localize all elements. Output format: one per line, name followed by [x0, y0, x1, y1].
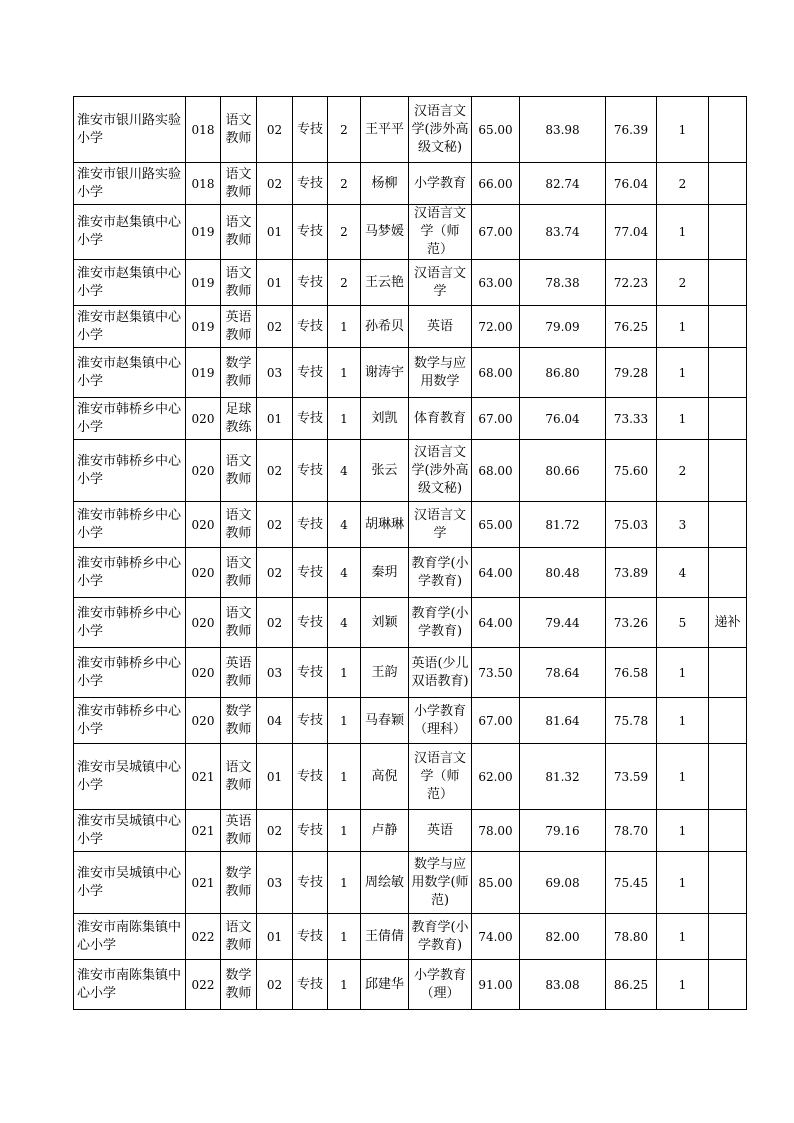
interview-score-cell: 78.64 — [520, 648, 606, 698]
subject-cell: 语文教师 — [221, 548, 257, 598]
note-cell — [709, 648, 747, 698]
school-code-cell: 020 — [186, 548, 221, 598]
school-code-cell: 020 — [186, 440, 221, 502]
post-code-cell: 01 — [257, 260, 293, 306]
category-cell: 专技 — [293, 260, 328, 306]
subject-cell: 语文教师 — [221, 163, 257, 205]
school-cell: 淮安市韩桥乡中心小学 — [74, 502, 186, 548]
total-score-cell: 72.23 — [606, 260, 657, 306]
total-score-cell: 75.60 — [606, 440, 657, 502]
quota-cell: 4 — [328, 502, 361, 548]
quota-cell: 1 — [328, 810, 361, 852]
table-row — [74, 960, 747, 1010]
school-cell: 淮安市韩桥乡中心小学 — [74, 548, 186, 598]
name-cell: 卢静 — [361, 810, 409, 852]
interview-score-cell: 76.04 — [520, 398, 606, 440]
school-code-cell: 020 — [186, 502, 221, 548]
note-cell — [709, 260, 747, 306]
total-score-cell: 73.26 — [606, 598, 657, 648]
school-code-cell: 019 — [186, 306, 221, 348]
name-cell: 王韵 — [361, 648, 409, 698]
interview-score-cell: 83.74 — [520, 205, 606, 260]
post-code-cell: 02 — [257, 440, 293, 502]
written-score-cell: 63.00 — [472, 260, 520, 306]
interview-score-cell: 83.08 — [520, 960, 606, 1010]
note-cell — [709, 914, 747, 960]
note-cell — [709, 398, 747, 440]
post-code-cell: 01 — [257, 398, 293, 440]
school-code-cell: 022 — [186, 960, 221, 1010]
table-row — [74, 548, 747, 598]
rank-cell: 1 — [657, 810, 709, 852]
subject-cell: 足球教练 — [221, 398, 257, 440]
major-cell: 汉语言文学 — [409, 260, 472, 306]
post-code-cell: 02 — [257, 548, 293, 598]
name-cell: 王云艳 — [361, 260, 409, 306]
written-score-cell: 78.00 — [472, 810, 520, 852]
category-cell: 专技 — [293, 598, 328, 648]
total-score-cell: 75.45 — [606, 852, 657, 914]
quota-cell: 1 — [328, 914, 361, 960]
interview-score-cell: 80.48 — [520, 548, 606, 598]
post-code-cell: 03 — [257, 648, 293, 698]
post-code-cell: 02 — [257, 810, 293, 852]
school-code-cell: 021 — [186, 852, 221, 914]
name-cell: 秦玥 — [361, 548, 409, 598]
category-cell: 专技 — [293, 163, 328, 205]
major-cell: 汉语言文学(涉外高级文秘) — [409, 97, 472, 163]
major-cell: 教育学(小学教育) — [409, 914, 472, 960]
quota-cell: 4 — [328, 440, 361, 502]
note-cell — [709, 810, 747, 852]
subject-cell: 语文教师 — [221, 914, 257, 960]
post-code-cell: 02 — [257, 960, 293, 1010]
total-score-cell: 75.78 — [606, 698, 657, 744]
results-body — [74, 97, 747, 1010]
table-row — [74, 205, 747, 260]
major-cell: 英语 — [409, 810, 472, 852]
subject-cell: 英语教师 — [221, 306, 257, 348]
note-cell: 递补 — [709, 598, 747, 648]
school-cell: 淮安市赵集镇中心小学 — [74, 205, 186, 260]
name-cell: 邱建华 — [361, 960, 409, 1010]
name-cell: 谢涛宇 — [361, 348, 409, 398]
total-score-cell: 78.80 — [606, 914, 657, 960]
interview-score-cell: 83.98 — [520, 97, 606, 163]
major-cell: 体育教育 — [409, 398, 472, 440]
total-score-cell: 76.25 — [606, 306, 657, 348]
post-code-cell: 02 — [257, 502, 293, 548]
post-code-cell: 01 — [257, 914, 293, 960]
table-row — [74, 306, 747, 348]
quota-cell: 1 — [328, 852, 361, 914]
school-code-cell: 019 — [186, 348, 221, 398]
rank-cell: 1 — [657, 744, 709, 810]
school-cell: 淮安市韩桥乡中心小学 — [74, 440, 186, 502]
school-cell: 淮安市韩桥乡中心小学 — [74, 698, 186, 744]
category-cell: 专技 — [293, 398, 328, 440]
subject-cell: 英语教师 — [221, 810, 257, 852]
category-cell: 专技 — [293, 97, 328, 163]
category-cell: 专技 — [293, 648, 328, 698]
category-cell: 专技 — [293, 852, 328, 914]
rank-cell: 1 — [657, 698, 709, 744]
total-score-cell: 77.04 — [606, 205, 657, 260]
category-cell: 专技 — [293, 502, 328, 548]
rank-cell: 1 — [657, 205, 709, 260]
note-cell — [709, 306, 747, 348]
school-code-cell: 018 — [186, 163, 221, 205]
table-row — [74, 502, 747, 548]
written-score-cell: 72.00 — [472, 306, 520, 348]
quota-cell: 2 — [328, 205, 361, 260]
rank-cell: 1 — [657, 306, 709, 348]
school-cell: 淮安市银川路实验小学 — [74, 97, 186, 163]
table-row — [74, 852, 747, 914]
table-row — [74, 440, 747, 502]
written-score-cell: 73.50 — [472, 648, 520, 698]
school-code-cell: 019 — [186, 260, 221, 306]
interview-score-cell: 80.66 — [520, 440, 606, 502]
rank-cell: 1 — [657, 914, 709, 960]
written-score-cell: 65.00 — [472, 502, 520, 548]
table-row — [74, 163, 747, 205]
major-cell: 数学与应用数学(师范) — [409, 852, 472, 914]
note-cell — [709, 744, 747, 810]
written-score-cell: 67.00 — [472, 398, 520, 440]
name-cell: 马梦媛 — [361, 205, 409, 260]
written-score-cell: 65.00 — [472, 97, 520, 163]
post-code-cell: 03 — [257, 348, 293, 398]
note-cell — [709, 548, 747, 598]
written-score-cell: 91.00 — [472, 960, 520, 1010]
quota-cell: 1 — [328, 398, 361, 440]
post-code-cell: 02 — [257, 306, 293, 348]
table-row — [74, 97, 747, 163]
total-score-cell: 86.25 — [606, 960, 657, 1010]
post-code-cell: 01 — [257, 744, 293, 810]
quota-cell: 2 — [328, 163, 361, 205]
note-cell — [709, 502, 747, 548]
major-cell: 小学教育 — [409, 163, 472, 205]
category-cell: 专技 — [293, 348, 328, 398]
note-cell — [709, 348, 747, 398]
category-cell: 专技 — [293, 914, 328, 960]
rank-cell: 4 — [657, 548, 709, 598]
major-cell: 英语(少儿双语教育) — [409, 648, 472, 698]
name-cell: 胡琳琳 — [361, 502, 409, 548]
school-cell: 淮安市赵集镇中心小学 — [74, 306, 186, 348]
rank-cell: 1 — [657, 97, 709, 163]
school-code-cell: 020 — [186, 398, 221, 440]
major-cell: 小学教育（理） — [409, 960, 472, 1010]
school-cell: 淮安市吴城镇中心小学 — [74, 810, 186, 852]
name-cell: 杨柳 — [361, 163, 409, 205]
written-score-cell: 68.00 — [472, 440, 520, 502]
major-cell: 英语 — [409, 306, 472, 348]
category-cell: 专技 — [293, 548, 328, 598]
total-score-cell: 79.28 — [606, 348, 657, 398]
school-cell: 淮安市吴城镇中心小学 — [74, 852, 186, 914]
table-row — [74, 398, 747, 440]
interview-score-cell: 69.08 — [520, 852, 606, 914]
major-cell: 汉语言文学（师范） — [409, 205, 472, 260]
subject-cell: 数学教师 — [221, 852, 257, 914]
rank-cell: 2 — [657, 163, 709, 205]
quota-cell: 4 — [328, 548, 361, 598]
table-row — [74, 698, 747, 744]
note-cell — [709, 698, 747, 744]
school-cell: 淮安市南陈集镇中心小学 — [74, 914, 186, 960]
school-code-cell: 020 — [186, 698, 221, 744]
rank-cell: 1 — [657, 960, 709, 1010]
subject-cell: 语文教师 — [221, 744, 257, 810]
total-score-cell: 73.59 — [606, 744, 657, 810]
major-cell: 汉语言文学 — [409, 502, 472, 548]
post-code-cell: 03 — [257, 852, 293, 914]
quota-cell: 2 — [328, 97, 361, 163]
major-cell: 汉语言文学(涉外高级文秘) — [409, 440, 472, 502]
written-score-cell: 67.00 — [472, 205, 520, 260]
school-code-cell: 022 — [186, 914, 221, 960]
written-score-cell: 62.00 — [472, 744, 520, 810]
subject-cell: 数学教师 — [221, 698, 257, 744]
quota-cell: 4 — [328, 598, 361, 648]
subject-cell: 语文教师 — [221, 260, 257, 306]
table-row — [74, 744, 747, 810]
category-cell: 专技 — [293, 744, 328, 810]
school-cell: 淮安市赵集镇中心小学 — [74, 260, 186, 306]
written-score-cell: 68.00 — [472, 348, 520, 398]
interview-score-cell: 79.44 — [520, 598, 606, 648]
school-code-cell: 020 — [186, 648, 221, 698]
total-score-cell: 73.33 — [606, 398, 657, 440]
total-score-cell: 75.03 — [606, 502, 657, 548]
table-row — [74, 348, 747, 398]
table-row — [74, 260, 747, 306]
post-code-cell: 04 — [257, 698, 293, 744]
total-score-cell: 76.04 — [606, 163, 657, 205]
total-score-cell: 73.89 — [606, 548, 657, 598]
name-cell: 张云 — [361, 440, 409, 502]
subject-cell: 语文教师 — [221, 598, 257, 648]
major-cell: 数学与应用数学 — [409, 348, 472, 398]
note-cell — [709, 97, 747, 163]
written-score-cell: 64.00 — [472, 598, 520, 648]
school-cell: 淮安市南陈集镇中心小学 — [74, 960, 186, 1010]
table-row — [74, 810, 747, 852]
school-code-cell: 019 — [186, 205, 221, 260]
table-row — [74, 914, 747, 960]
school-cell: 淮安市银川路实验小学 — [74, 163, 186, 205]
subject-cell: 语文教师 — [221, 440, 257, 502]
written-score-cell: 67.00 — [472, 698, 520, 744]
name-cell: 孙希贝 — [361, 306, 409, 348]
subject-cell: 语文教师 — [221, 205, 257, 260]
school-cell: 淮安市吴城镇中心小学 — [74, 744, 186, 810]
interview-score-cell: 79.09 — [520, 306, 606, 348]
rank-cell: 2 — [657, 440, 709, 502]
quota-cell: 2 — [328, 260, 361, 306]
category-cell: 专技 — [293, 306, 328, 348]
major-cell: 教育学(小学教育) — [409, 548, 472, 598]
category-cell: 专技 — [293, 960, 328, 1010]
post-code-cell: 02 — [257, 163, 293, 205]
written-score-cell: 74.00 — [472, 914, 520, 960]
school-code-cell: 021 — [186, 744, 221, 810]
school-cell: 淮安市韩桥乡中心小学 — [74, 598, 186, 648]
school-cell: 淮安市韩桥乡中心小学 — [74, 398, 186, 440]
rank-cell: 1 — [657, 348, 709, 398]
school-code-cell: 018 — [186, 97, 221, 163]
name-cell: 高倪 — [361, 744, 409, 810]
school-code-cell: 021 — [186, 810, 221, 852]
name-cell: 周绘敏 — [361, 852, 409, 914]
school-code-cell: 020 — [186, 598, 221, 648]
interview-score-cell: 78.38 — [520, 260, 606, 306]
post-code-cell: 02 — [257, 598, 293, 648]
quota-cell: 1 — [328, 306, 361, 348]
interview-score-cell: 81.64 — [520, 698, 606, 744]
post-code-cell: 01 — [257, 205, 293, 260]
note-cell — [709, 852, 747, 914]
quota-cell: 1 — [328, 744, 361, 810]
interview-score-cell: 79.16 — [520, 810, 606, 852]
interview-score-cell: 81.32 — [520, 744, 606, 810]
category-cell: 专技 — [293, 698, 328, 744]
major-cell: 汉语言文学（师范） — [409, 744, 472, 810]
table-row — [74, 648, 747, 698]
interview-score-cell: 86.80 — [520, 348, 606, 398]
category-cell: 专技 — [293, 205, 328, 260]
written-score-cell: 66.00 — [472, 163, 520, 205]
name-cell: 刘颖 — [361, 598, 409, 648]
subject-cell: 数学教师 — [221, 348, 257, 398]
subject-cell: 语文教师 — [221, 502, 257, 548]
table-row — [74, 598, 747, 648]
category-cell: 专技 — [293, 810, 328, 852]
major-cell: 小学教育（理科） — [409, 698, 472, 744]
total-score-cell: 76.58 — [606, 648, 657, 698]
rank-cell: 2 — [657, 260, 709, 306]
total-score-cell: 76.39 — [606, 97, 657, 163]
results-table — [73, 96, 747, 1010]
name-cell: 王倩倩 — [361, 914, 409, 960]
subject-cell: 数学教师 — [221, 960, 257, 1010]
interview-score-cell: 82.00 — [520, 914, 606, 960]
total-score-cell: 78.70 — [606, 810, 657, 852]
note-cell — [709, 960, 747, 1010]
note-cell — [709, 163, 747, 205]
note-cell — [709, 205, 747, 260]
category-cell: 专技 — [293, 440, 328, 502]
post-code-cell: 02 — [257, 97, 293, 163]
quota-cell: 1 — [328, 648, 361, 698]
major-cell: 教育学(小学教育) — [409, 598, 472, 648]
written-score-cell: 64.00 — [472, 548, 520, 598]
rank-cell: 1 — [657, 398, 709, 440]
subject-cell: 语文教师 — [221, 97, 257, 163]
school-cell: 淮安市赵集镇中心小学 — [74, 348, 186, 398]
name-cell: 王平平 — [361, 97, 409, 163]
rank-cell: 1 — [657, 852, 709, 914]
name-cell: 马春颖 — [361, 698, 409, 744]
name-cell: 刘凯 — [361, 398, 409, 440]
quota-cell: 1 — [328, 698, 361, 744]
school-cell: 淮安市韩桥乡中心小学 — [74, 648, 186, 698]
rank-cell: 1 — [657, 648, 709, 698]
rank-cell: 5 — [657, 598, 709, 648]
subject-cell: 英语教师 — [221, 648, 257, 698]
written-score-cell: 85.00 — [472, 852, 520, 914]
quota-cell: 1 — [328, 960, 361, 1010]
interview-score-cell: 81.72 — [520, 502, 606, 548]
interview-score-cell: 82.74 — [520, 163, 606, 205]
quota-cell: 1 — [328, 348, 361, 398]
rank-cell: 3 — [657, 502, 709, 548]
note-cell — [709, 440, 747, 502]
